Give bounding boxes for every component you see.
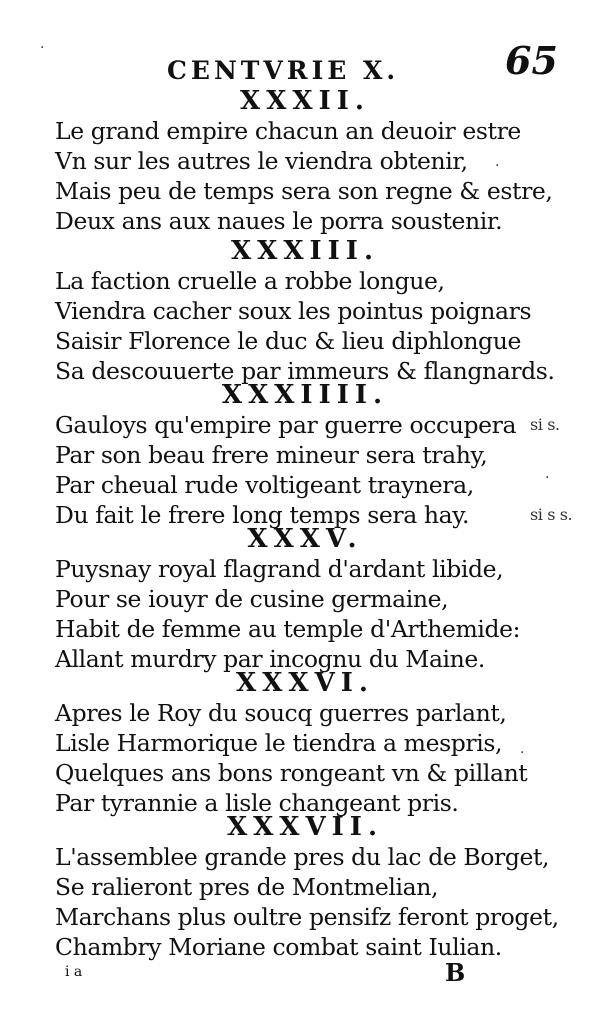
verse-line: Apres le Roy du soucq guerres parlant,: [55, 699, 507, 727]
running-head: CENTVRIE X.: [167, 56, 400, 85]
verse-line: Puysnay royal flagrand d'ardant libide,: [55, 555, 504, 583]
verse-line: Se ralieront pres de Montmelian,: [55, 873, 439, 901]
page-header: [0, 38, 610, 86]
verse-line: Marchans plus oultre pensifz feront proget,: [55, 903, 559, 931]
verse-line: Par tyrannie a lisle changeant pris.: [55, 789, 459, 817]
quatrain-number: XXXII.: [240, 86, 370, 116]
quatrain-32: [0, 86, 610, 236]
verse-line: Habit de femme au temple d'Arthemide:: [55, 615, 521, 643]
quatrain-34: [0, 380, 610, 530]
ink-speck: ·: [545, 470, 550, 486]
verse-line: Par cheual rude voltigeant traynera,: [55, 471, 474, 499]
verse-line: Quelques ans bons rongeant vn & pillant: [55, 759, 528, 787]
verse-line: [0, 410, 610, 440]
page-footer: [0, 958, 610, 988]
verse-line: Pour se iouyr de cusine germaine,: [55, 585, 449, 613]
quatrain-35: [0, 524, 610, 674]
verse-line: Le grand empire chacun an deuoir estre: [55, 117, 521, 145]
ink-speck: ·: [40, 40, 45, 56]
verse-line: Allant murdry par incognu du Maine.: [55, 645, 485, 673]
verse-line: La faction cruelle a robbe longue,: [55, 267, 445, 295]
signature-mark: B: [445, 958, 466, 987]
ink-speck: ·: [495, 158, 500, 174]
verse-line: Mais peu de temps sera son regne & estre,: [55, 177, 553, 205]
verse-text: Gauloys qu'empire par guerre occupera: [55, 411, 517, 439]
quatrain-number: XXXV.: [247, 524, 363, 554]
verse-text: Du fait le frere long temps sera hay.: [55, 501, 470, 529]
verse-line: Deux ans aux naues le porra soustenir.: [55, 207, 503, 235]
verse-line: Par son beau frere mineur sera trahy,: [55, 441, 488, 469]
verse-line: Chambry Moriane combat saint Iulian.: [55, 933, 502, 961]
quatrain-37: [0, 812, 610, 962]
ink-speck: ·: [520, 745, 525, 761]
margin-mark: si s s.: [530, 505, 573, 524]
quatrain-number: XXXIIII.: [221, 380, 389, 410]
footer-mark: i a: [65, 964, 83, 980]
margin-mark: si s.: [530, 415, 560, 434]
verse-line: Sa descouuerte par immeurs & flangnards.: [55, 357, 555, 385]
page-number: 65: [505, 38, 558, 83]
verse-line: Saisir Florence le duc & lieu diphlongue: [55, 327, 521, 355]
verse-line: Viendra cacher soux les pointus poignars: [55, 297, 532, 325]
quatrain-number: XXXVII.: [226, 812, 384, 842]
verse-line: L'assemblee grande pres du lac de Borget,: [55, 843, 550, 871]
quatrain-number: XXXIII.: [230, 236, 380, 266]
quatrain-number: XXXVI.: [236, 668, 374, 698]
quatrain-36: [0, 668, 610, 818]
verse-line: Vn sur les autres le viendra obtenir,: [55, 147, 468, 175]
verse-line: Lisle Harmorique le tiendra a mespris,: [55, 729, 503, 757]
quatrain-33: [0, 236, 610, 386]
